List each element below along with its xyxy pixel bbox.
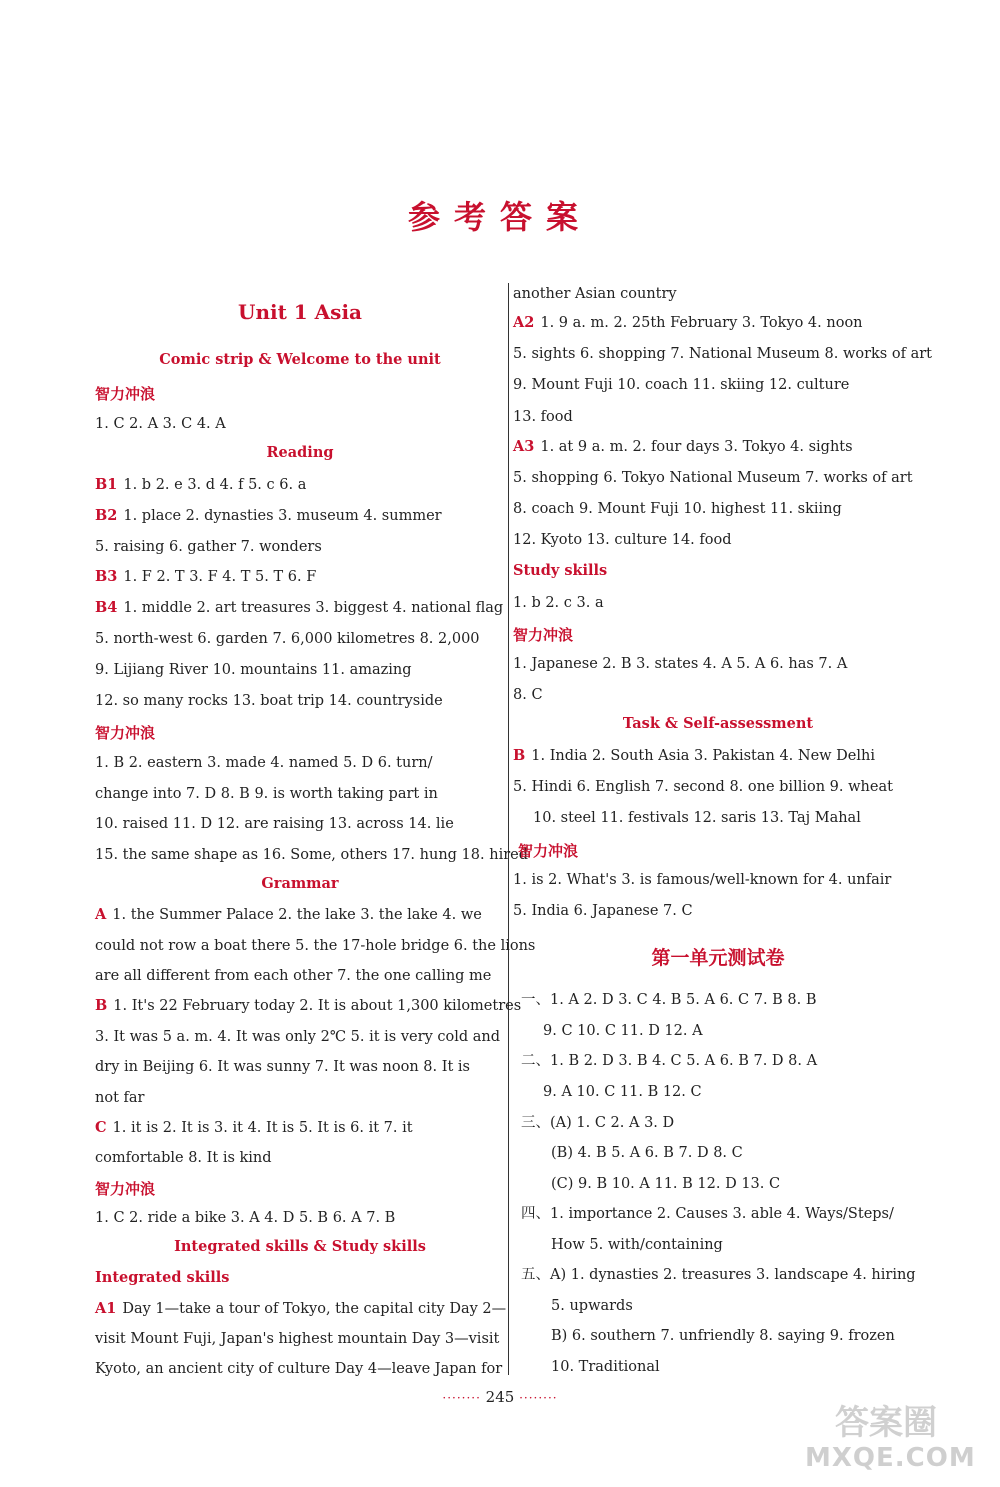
answer-line: comfortable 8. It is kind bbox=[95, 1150, 272, 1166]
item-tag: B2 bbox=[95, 507, 118, 524]
answer-line: 5. sights 6. shopping 7. National Museum 8. works of art bbox=[513, 346, 932, 362]
answer-line: (B) 4. B 5. A 6. B 7. D 8. C bbox=[551, 1145, 743, 1161]
answer-line bbox=[513, 438, 853, 456]
answer-text: 1. the Summer Palace 2. the lake 3. the lake 4. we bbox=[112, 907, 482, 923]
test-title: 第一单元测试卷 bbox=[651, 947, 785, 969]
answer-line: 10. Traditional bbox=[551, 1359, 660, 1375]
answer-text: 1. it is 2. It is 3. it 4. It is 5. It is 6. it 7. it bbox=[112, 1120, 413, 1136]
answer-line: Kyoto, an ancient city of culture Day 4—leave Japan for bbox=[95, 1361, 503, 1377]
answer-line: B) 6. southern 7. unfriendly 8. saying 9. frozen bbox=[551, 1328, 895, 1344]
answer-line bbox=[513, 314, 863, 332]
section-heading: 智力冲浪 bbox=[518, 842, 579, 860]
item-tag: B bbox=[95, 997, 108, 1014]
answer-line bbox=[95, 476, 306, 494]
item-tag: A1 bbox=[95, 1300, 117, 1317]
answer-line: change into 7. D 8. B 9. is worth taking part in bbox=[95, 786, 438, 802]
section-heading: 智力冲浪 bbox=[95, 1180, 156, 1198]
answer-line: could not row a boat there 5. the 17-hole bridge 6. the lions bbox=[95, 938, 536, 954]
answer-line bbox=[513, 747, 875, 765]
answer-text: 1. middle 2. art treasures 3. biggest 4. national flag bbox=[123, 600, 504, 616]
watermark-logo: 答案圈 bbox=[835, 1403, 937, 1443]
answer-text: 1. b 2. e 3. d 4. f 5. c 6. a bbox=[123, 477, 307, 493]
answer-line: 5. upwards bbox=[551, 1298, 633, 1314]
section-heading: Grammar bbox=[261, 875, 339, 892]
answer-line: 9. A 10. C 11. B 12. C bbox=[543, 1084, 702, 1100]
item-tag: A bbox=[95, 906, 107, 923]
answer-line: 二、1. B 2. D 3. B 4. C 5. A 6. B 7. D 8. A bbox=[521, 1053, 818, 1069]
answer-line: visit Mount Fuji, Japan's highest mountain Day 3—visit bbox=[95, 1331, 500, 1347]
answer-line: 1. is 2. What's 3. is famous/well-known for 4. unfair bbox=[513, 872, 892, 888]
answer-line: 1. B 2. eastern 3. made 4. named 5. D 6. turn/ bbox=[95, 755, 433, 771]
answer-line: another Asian country bbox=[513, 286, 677, 302]
answer-line bbox=[95, 1300, 506, 1318]
answer-line: 12. Kyoto 13. culture 14. food bbox=[513, 532, 732, 548]
section-heading: Study skills bbox=[513, 562, 608, 579]
column-divider bbox=[508, 283, 509, 1375]
answer-line: 1. C 2. ride a bike 3. A 4. D 5. B 6. A 7. B bbox=[95, 1210, 396, 1226]
answer-line: 1. b 2. c 3. a bbox=[513, 595, 604, 611]
section-heading: 智力冲浪 bbox=[95, 724, 156, 742]
watermark-url: MXQE.COM bbox=[805, 1443, 976, 1473]
answer-line: 5. north-west 6. garden 7. 6,000 kilometres 8. 2,000 bbox=[95, 631, 480, 647]
answer-text: Day 1—take a tour of Tokyo, the capital city Day 2— bbox=[122, 1301, 507, 1317]
answer-text: 1. at 9 a. m. 2. four days 3. Tokyo 4. sights bbox=[540, 439, 853, 455]
answer-text: 1. place 2. dynasties 3. museum 4. summer bbox=[123, 508, 442, 524]
answer-text: 1. It's 22 February today 2. It is about 1,300 kilometres bbox=[113, 998, 522, 1014]
unit-title: Unit 1 Asia bbox=[238, 300, 362, 324]
answer-line bbox=[95, 1119, 413, 1137]
answer-line: 1. Japanese 2. B 3. states 4. A 5. A 6. has 7. A bbox=[513, 656, 848, 672]
dots-right: ········ bbox=[519, 1391, 558, 1405]
answer-line: 5. raising 6. gather 7. wonders bbox=[95, 539, 322, 555]
item-tag: B4 bbox=[95, 599, 118, 616]
section-heading: 智力冲浪 bbox=[95, 385, 156, 403]
answer-line bbox=[95, 568, 316, 586]
answer-line: are all different from each other 7. the one calling me bbox=[95, 968, 492, 984]
answer-line: 9. Lijiang River 10. mountains 11. amazing bbox=[95, 662, 412, 678]
answer-text: 1. India 2. South Asia 3. Pakistan 4. New Delhi bbox=[531, 748, 876, 764]
item-tag: A3 bbox=[513, 438, 535, 455]
answer-line bbox=[95, 906, 482, 924]
dots-left: ········ bbox=[442, 1391, 481, 1405]
section-heading: Reading bbox=[266, 444, 334, 461]
answer-line: 13. food bbox=[513, 409, 573, 425]
answer-line: How 5. with/containing bbox=[551, 1237, 723, 1253]
section-heading: Task & Self-assessment bbox=[622, 715, 814, 732]
item-tag: A2 bbox=[513, 314, 535, 331]
answer-line: 8. coach 9. Mount Fuji 10. highest 11. skiing bbox=[513, 501, 842, 517]
answer-line: 10. raised 11. D 12. are raising 13. across 14. lie bbox=[95, 816, 454, 832]
answer-line bbox=[95, 507, 442, 525]
section-heading: Integrated skills bbox=[95, 1269, 230, 1286]
answer-line: 5. India 6. Japanese 7. C bbox=[513, 903, 693, 919]
answer-line: 一、1. A 2. D 3. C 4. B 5. A 6. C 7. B 8. B bbox=[521, 992, 817, 1008]
answer-line: 12. so many rocks 13. boat trip 14. countryside bbox=[95, 693, 443, 709]
answer-line: 3. It was 5 a. m. 4. It was only 2℃ 5. it is very cold and bbox=[95, 1029, 501, 1045]
answer-line: 10. steel 11. festivals 12. saris 13. Taj Mahal bbox=[533, 810, 861, 826]
watermark bbox=[800, 1395, 990, 1480]
item-tag: C bbox=[95, 1119, 107, 1136]
answer-line: not far bbox=[95, 1090, 145, 1106]
answer-text: 1. F 2. T 3. F 4. T 5. T 6. F bbox=[123, 569, 317, 585]
answer-line: 5. Hindi 6. English 7. second 8. one billion 9. wheat bbox=[513, 779, 893, 795]
section-heading: 智力冲浪 bbox=[513, 626, 574, 644]
answer-line bbox=[95, 599, 503, 617]
answer-line: 三、(A) 1. C 2. A 3. D bbox=[521, 1115, 675, 1131]
answer-line: 四、1. importance 2. Causes 3. able 4. Ways/Steps/ bbox=[521, 1206, 894, 1222]
answer-line: 9. Mount Fuji 10. coach 11. skiing 12. culture bbox=[513, 377, 850, 393]
section-heading: Integrated skills & Study skills bbox=[174, 1238, 426, 1255]
item-tag: B3 bbox=[95, 568, 118, 585]
answer-line: 5. shopping 6. Tokyo National Museum 7. works of art bbox=[513, 470, 913, 486]
page-title: 参考答案 bbox=[407, 198, 592, 236]
answer-line: 五、A) 1. dynasties 2. treasures 3. landscape 4. hiring bbox=[521, 1267, 916, 1283]
answer-line: 1. C 2. A 3. C 4. A bbox=[95, 416, 226, 432]
answer-line bbox=[95, 997, 521, 1015]
page-number-text: 245 bbox=[485, 1388, 515, 1406]
answer-line: 8. C bbox=[513, 687, 543, 703]
item-tag: B1 bbox=[95, 476, 118, 493]
answer-line: (C) 9. B 10. A 11. B 12. D 13. C bbox=[551, 1176, 781, 1192]
answer-line: dry in Beijing 6. It was sunny 7. It was noon 8. It is bbox=[95, 1059, 470, 1075]
answer-line: 9. C 10. C 11. D 12. A bbox=[543, 1023, 703, 1039]
item-tag: B bbox=[513, 747, 526, 764]
answer-text: 1. 9 a. m. 2. 25th February 3. Tokyo 4. noon bbox=[540, 315, 863, 331]
section-heading: Comic strip & Welcome to the unit bbox=[159, 351, 441, 368]
answer-line: 15. the same shape as 16. Some, others 17. hung 18. hired bbox=[95, 847, 528, 863]
